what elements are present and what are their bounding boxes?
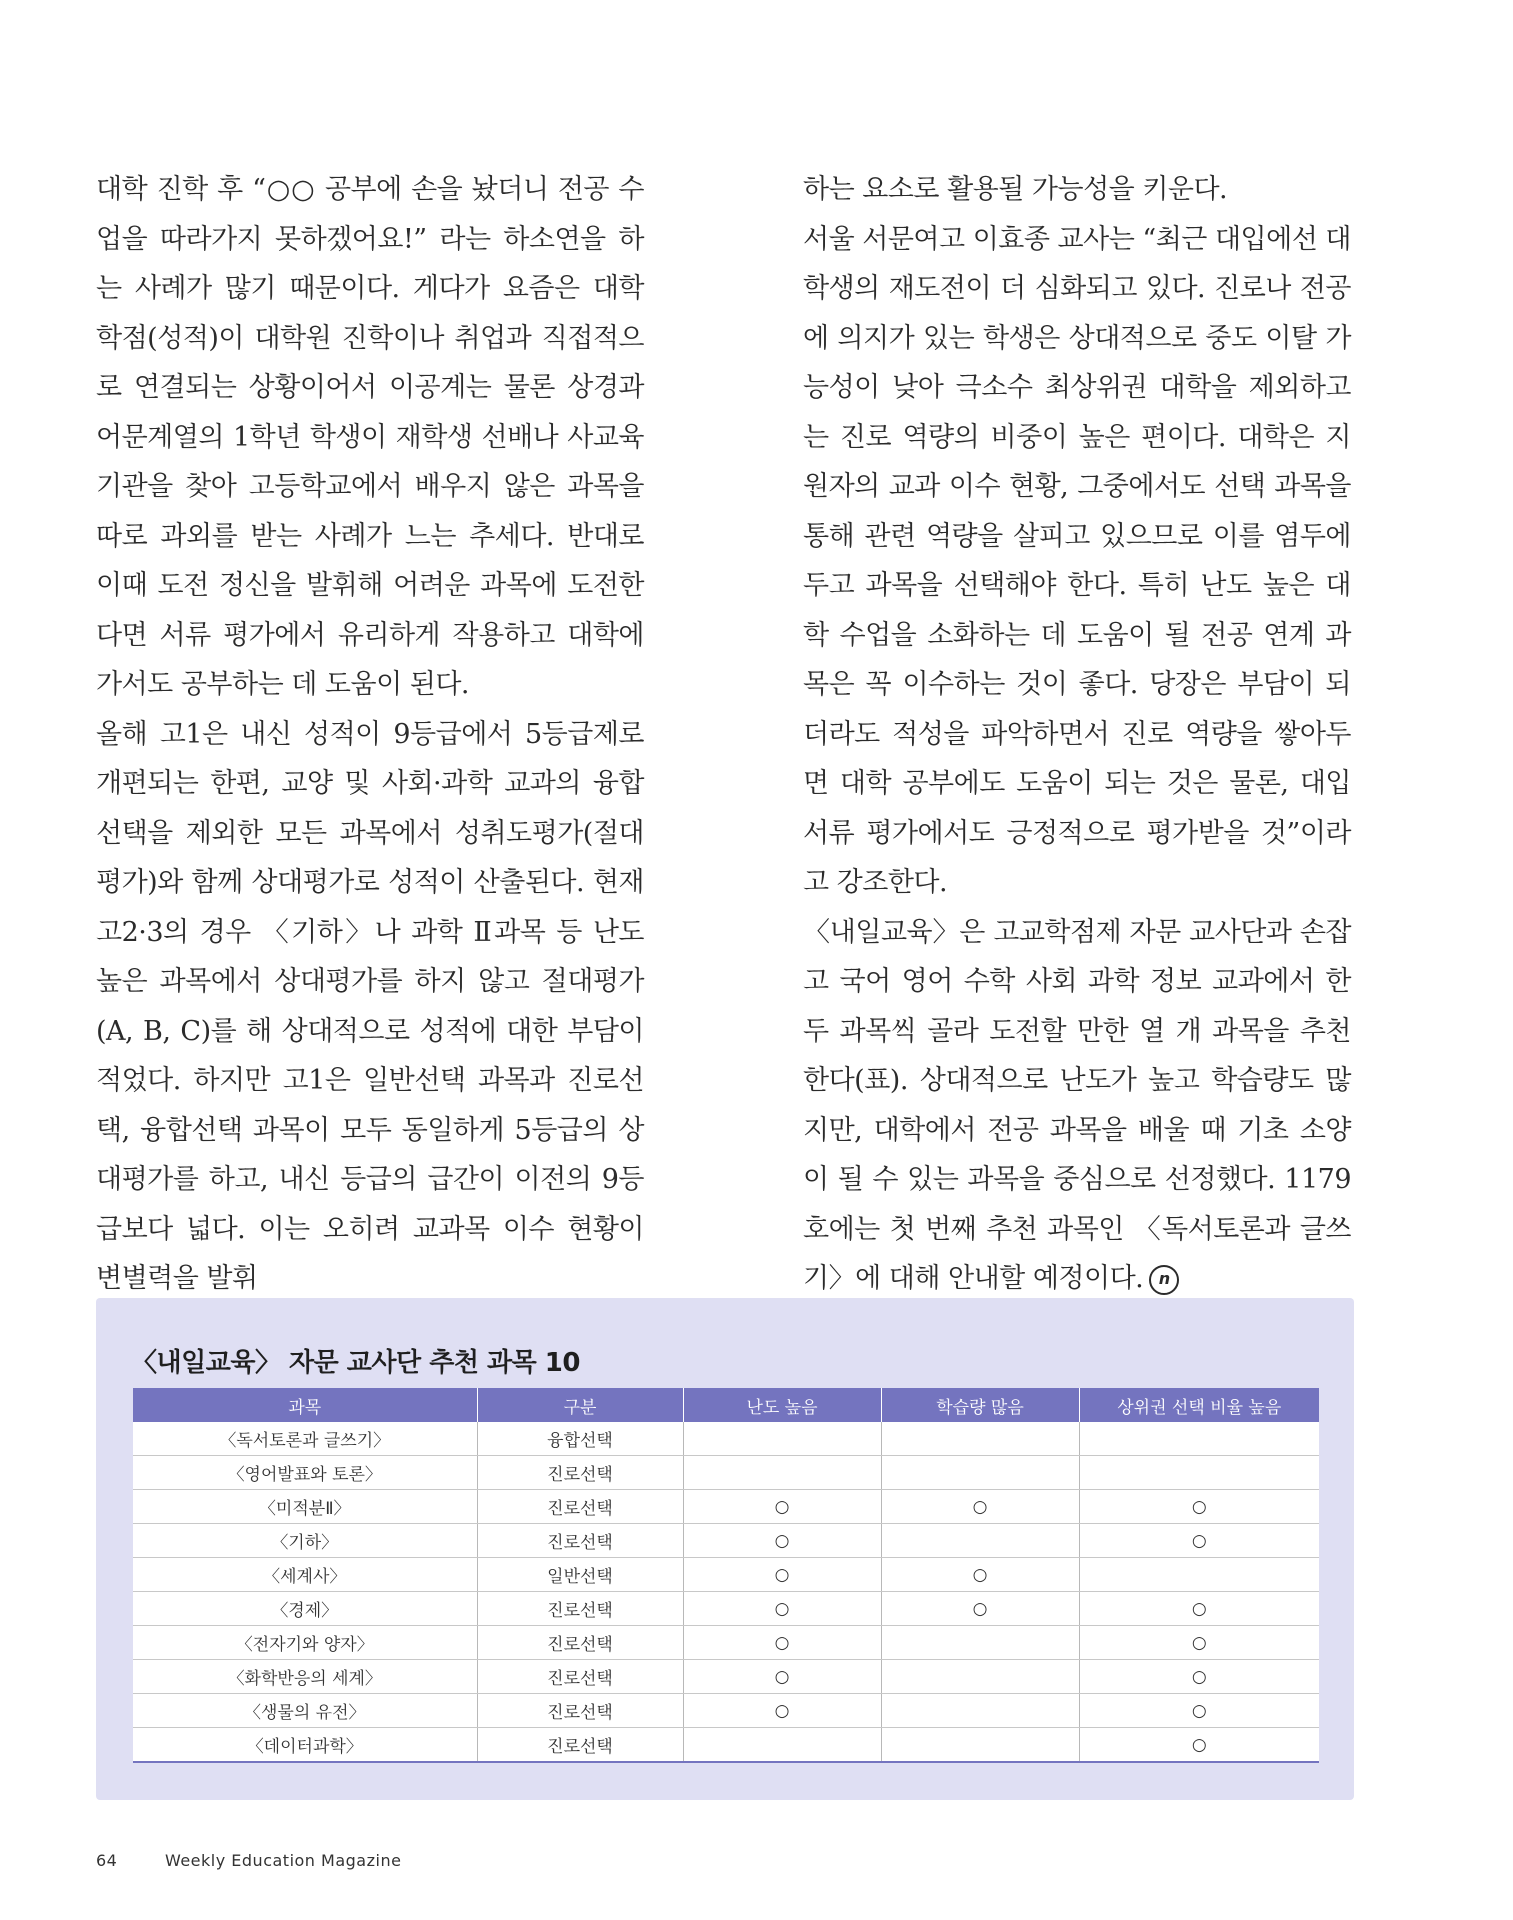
cell-top-tier: ○ bbox=[1079, 1626, 1319, 1660]
cell-category: 진로선택 bbox=[477, 1524, 683, 1558]
cell-workload: ○ bbox=[881, 1490, 1079, 1524]
paragraph: 하는 요소로 활용될 가능성을 키운다. bbox=[803, 174, 1228, 205]
table-row bbox=[133, 1592, 1319, 1626]
cell-workload bbox=[881, 1728, 1079, 1763]
cell-category: 진로선택 bbox=[477, 1490, 683, 1524]
left-column bbox=[96, 165, 644, 1304]
cell-top-tier bbox=[1079, 1558, 1319, 1592]
cell-difficulty: ○ bbox=[683, 1490, 881, 1524]
cell-top-tier: ○ bbox=[1079, 1660, 1319, 1694]
paragraph bbox=[803, 908, 1351, 1304]
cell-top-tier: ○ bbox=[1079, 1524, 1319, 1558]
recommendation-table bbox=[133, 1388, 1319, 1763]
cell-subject: 〈화학반응의 세계〉 bbox=[133, 1660, 477, 1694]
cell-subject: 〈데이터과학〉 bbox=[133, 1728, 477, 1763]
page-footer bbox=[96, 1851, 401, 1870]
table-row bbox=[133, 1422, 1319, 1456]
cell-top-tier: ○ bbox=[1079, 1490, 1319, 1524]
cell-top-tier: ○ bbox=[1079, 1592, 1319, 1626]
cell-category: 일반선택 bbox=[477, 1558, 683, 1592]
page-number: 64 bbox=[96, 1851, 118, 1870]
cell-subject: 〈경제〉 bbox=[133, 1592, 477, 1626]
cell-top-tier bbox=[1079, 1422, 1319, 1456]
table-row bbox=[133, 1524, 1319, 1558]
cell-subject: 〈세계사〉 bbox=[133, 1558, 477, 1592]
cell-category: 진로선택 bbox=[477, 1592, 683, 1626]
recommendation-table-box bbox=[96, 1298, 1354, 1800]
cell-difficulty: ○ bbox=[683, 1660, 881, 1694]
table-row bbox=[133, 1558, 1319, 1592]
cell-workload bbox=[881, 1422, 1079, 1456]
cell-difficulty bbox=[683, 1728, 881, 1763]
right-column bbox=[803, 165, 1351, 1304]
cell-difficulty: ○ bbox=[683, 1592, 881, 1626]
table-row bbox=[133, 1626, 1319, 1660]
cell-workload bbox=[881, 1660, 1079, 1694]
cell-workload bbox=[881, 1456, 1079, 1490]
cell-difficulty bbox=[683, 1422, 881, 1456]
cell-workload bbox=[881, 1626, 1079, 1660]
cell-category: 진로선택 bbox=[477, 1728, 683, 1763]
cell-top-tier: ○ bbox=[1079, 1728, 1319, 1763]
table-row bbox=[133, 1694, 1319, 1728]
cell-workload: ○ bbox=[881, 1558, 1079, 1592]
table-header-row bbox=[133, 1388, 1319, 1422]
header-category: 구분 bbox=[477, 1388, 683, 1422]
cell-difficulty: ○ bbox=[683, 1558, 881, 1592]
header-difficulty: 난도 높음 bbox=[683, 1388, 881, 1422]
cell-workload bbox=[881, 1694, 1079, 1728]
cell-category: 융합선택 bbox=[477, 1422, 683, 1456]
cell-category: 진로선택 bbox=[477, 1694, 683, 1728]
cell-subject: 〈기하〉 bbox=[133, 1524, 477, 1558]
paragraph: 서울 서문여고 이효종 교사는 “최근 대입에선 대학생의 재도전이 더 심화되고 있다. 진로나 전공에 의지가 있는 학생은 상대적으로 중도 이탈 가능성이 낮아 극소수 최상위권 대학을 제외하고는 진로 역량의 비중이 높은 편이다. 대학은 지원자의 교과 이수 현황, 그중에서도 선택 과목을 통해 관련 역량을 살피고 있으므로 이를 염두에 두고 과목을 선택해야 한다. 특히 난도 높은 대학 수업을 소화하는 데 도움이 될 전공 연계 과목은 꼭 이수하는 것이 좋다. 당장은 부담이 되더라도 적성을 파악하면서 진로 역량을 쌓아두면 대학 공부에도 도움이 되는 것은 물론, 대입 서류 평가에서도 긍정적으로 평가받을 것”이라고 강조한다. bbox=[803, 223, 1351, 898]
cell-workload bbox=[881, 1524, 1079, 1558]
cell-difficulty: ○ bbox=[683, 1524, 881, 1558]
cell-difficulty bbox=[683, 1456, 881, 1490]
cell-top-tier bbox=[1079, 1456, 1319, 1490]
table-row bbox=[133, 1456, 1319, 1490]
cell-subject: 〈전자기와 양자〉 bbox=[133, 1626, 477, 1660]
cell-difficulty: ○ bbox=[683, 1626, 881, 1660]
end-mark-icon: n bbox=[1149, 1265, 1179, 1295]
cell-category: 진로선택 bbox=[477, 1456, 683, 1490]
magazine-name: Weekly Education Magazine bbox=[164, 1851, 402, 1870]
cell-difficulty: ○ bbox=[683, 1694, 881, 1728]
header-subject: 과목 bbox=[133, 1388, 477, 1422]
cell-subject: 〈독서토론과 글쓰기〉 bbox=[133, 1422, 477, 1456]
header-top-tier-ratio: 상위권 선택 비율 높음 bbox=[1079, 1388, 1319, 1422]
paragraph-text: 〈내일교육〉은 고교학점제 자문 교사단과 손잡고 국어 영어 수학 사회 과학 정보 교과에서 한두 과목씩 골라 도전할 만한 열 개 과목을 추천한다(표). 상대적으로 난도가 높고 학습량도 많지만, 대학에서 전공 과목을 배울 때 기초 소양이 될 수 있는 과목을 중심으로 선정했다. 1179호에는 첫 번째 추천 과목인 〈독서토론과 글쓰기〉에 대해 안내할 예정이다. bbox=[803, 916, 1351, 1294]
table-row bbox=[133, 1490, 1319, 1524]
paragraph: 올해 고1은 내신 성적이 9등급에서 5등급제로 개편되는 한편, 교양 및 사회·과학 교과의 융합선택을 제외한 모든 과목에서 성취도평가(절대평가)와 함께 상대평가로 성적이 산출된다. 현재 고2·3의 경우 〈기하〉나 과학 Ⅱ과목 등 난도 높은 과목에서 상대평가를 하지 않고 절대평가(A, B, C)를 해 상대적으로 성적에 대한 부담이 적었다. 하지만 고1은 일반선택 과목과 진로선택, 융합선택 과목이 모두 동일하게 5등급의 상대평가를 하고, 내신 등급의 급간이 이전의 9등급보다 넓다. 이는 오히려 교과목 이수 현황이 변별력을 발휘 bbox=[96, 718, 644, 1294]
cell-subject: 〈미적분Ⅱ〉 bbox=[133, 1490, 477, 1524]
cell-category: 진로선택 bbox=[477, 1626, 683, 1660]
table-row bbox=[133, 1660, 1319, 1694]
paragraph: 대학 진학 후 “○○ 공부에 손을 놨더니 전공 수업을 따라가지 못하겠어요!” 라는 하소연을 하는 사례가 많기 때문이다. 게다가 요즘은 대학 학점(성적)이 대학원 진학이나 취업과 직접적으로 연결되는 상황이어서 이공계는 물론 상경과 어문계열의 1학년 학생이 재학생 선배나 사교육 기관을 찾아 고등학교에서 배우지 않은 과목을 따로 과외를 받는 사례가 느는 추세다. 반대로 이때 도전 정신을 발휘해 어려운 과목에 도전한다면 서류 평가에서 유리하게 작용하고 대학에 가서도 공부하는 데 도움이 된다. bbox=[96, 174, 644, 700]
cell-subject: 〈영어발표와 토론〉 bbox=[133, 1456, 477, 1490]
table-title: 〈내일교육〉 자문 교사단 추천 과목 10 bbox=[131, 1348, 580, 1378]
cell-subject: 〈생물의 유전〉 bbox=[133, 1694, 477, 1728]
cell-category: 진로선택 bbox=[477, 1660, 683, 1694]
cell-top-tier: ○ bbox=[1079, 1694, 1319, 1728]
cell-workload: ○ bbox=[881, 1592, 1079, 1626]
header-workload: 학습량 많음 bbox=[881, 1388, 1079, 1422]
table-row bbox=[133, 1728, 1319, 1763]
